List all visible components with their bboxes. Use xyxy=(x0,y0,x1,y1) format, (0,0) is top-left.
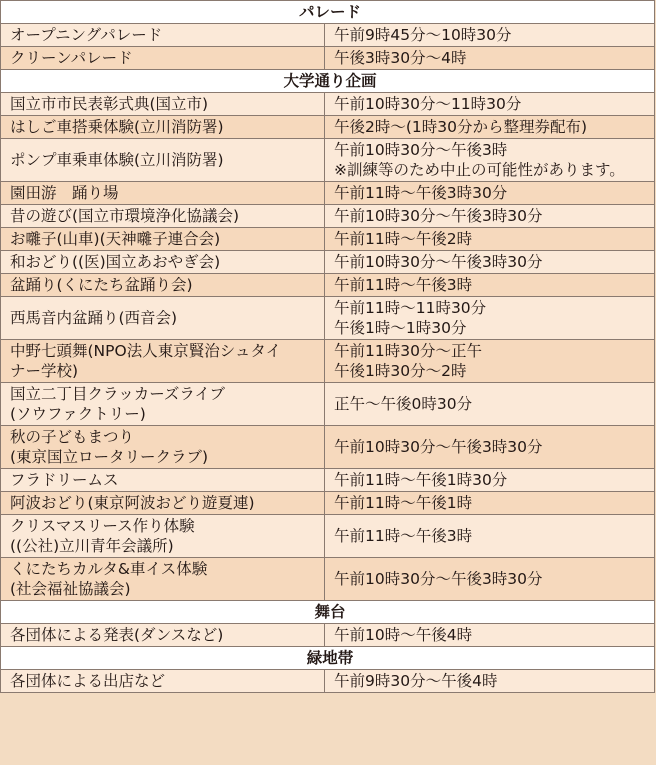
event-name-line: 中野七頭舞(NPO法人東京賢治シュタイ xyxy=(10,342,282,360)
event-name-line: (東京国立ロータリークラブ) xyxy=(10,448,209,466)
event-time-line: 午後3時30分～4時 xyxy=(334,49,467,67)
section-title: 大学通り企画 xyxy=(1,70,655,93)
event-row xyxy=(1,274,655,297)
event-name-line: クリスマスリース作り体験 xyxy=(10,517,195,535)
event-time-line: 午前11時～午後1時30分 xyxy=(334,471,508,489)
event-time-line: 午前11時～午後3時 xyxy=(334,276,473,294)
event-time-cell xyxy=(325,670,655,693)
event-row xyxy=(1,116,655,139)
event-time-cell xyxy=(325,297,655,340)
event-name-cell xyxy=(1,558,325,601)
event-row xyxy=(1,469,655,492)
event-name-cell xyxy=(1,116,325,139)
event-name-line: ナー学校) xyxy=(10,362,79,380)
event-name-line: 各団体による出店など xyxy=(10,672,166,690)
event-row xyxy=(1,426,655,469)
event-name-line: はしご車搭乗体験(立川消防署) xyxy=(10,118,224,136)
event-time-line: 午前10時30分～午後3時 xyxy=(334,141,508,159)
event-time-cell xyxy=(325,139,655,182)
event-name-line: 阿波おどり(東京阿波おどり遊夏連) xyxy=(10,494,255,512)
event-row xyxy=(1,383,655,426)
event-name-cell xyxy=(1,670,325,693)
event-time-cell xyxy=(325,558,655,601)
event-name-line: 国立市市民表彰式典(国立市) xyxy=(10,95,209,113)
event-name-line: 各団体による発表(ダンスなど) xyxy=(10,626,224,644)
event-time-line: 午前9時30分～午後4時 xyxy=(334,672,498,690)
event-name-cell xyxy=(1,182,325,205)
event-name-cell xyxy=(1,24,325,47)
event-time-line: 午前9時45分～10時30分 xyxy=(334,26,512,44)
event-name-line: オープニングパレード xyxy=(10,26,163,44)
section-title: パレード xyxy=(1,1,655,24)
event-time-line: 午前11時～午後2時 xyxy=(334,230,473,248)
event-time-line: 正午～午後0時30分 xyxy=(334,395,473,413)
event-name-line: お囃子(山車)(天神囃子連合会) xyxy=(10,230,221,248)
event-time-cell xyxy=(325,47,655,70)
schedule-body xyxy=(1,1,655,693)
event-name-line: 国立二丁目クラッカーズライブ xyxy=(10,385,225,403)
event-name-line: 和おどり((医)国立あおやぎ会) xyxy=(10,253,221,271)
event-row xyxy=(1,47,655,70)
event-time-line: 午前11時30分～正午 xyxy=(334,342,482,360)
event-row xyxy=(1,624,655,647)
event-name-cell xyxy=(1,93,325,116)
section-header xyxy=(1,70,655,93)
event-row xyxy=(1,558,655,601)
event-row xyxy=(1,340,655,383)
event-name-cell xyxy=(1,515,325,558)
event-name-cell xyxy=(1,47,325,70)
event-time-cell xyxy=(325,492,655,515)
event-time-cell xyxy=(325,426,655,469)
event-time-cell xyxy=(325,383,655,426)
event-time-cell xyxy=(325,116,655,139)
event-time-line: 午前10時30分～午後3時30分 xyxy=(334,570,543,588)
event-name-cell xyxy=(1,469,325,492)
event-name-cell xyxy=(1,340,325,383)
event-time-line: 午後1時30分～2時 xyxy=(334,362,467,380)
event-time-cell xyxy=(325,624,655,647)
event-row xyxy=(1,297,655,340)
event-row xyxy=(1,139,655,182)
event-name-line: クリーンパレード xyxy=(10,49,133,67)
section-header xyxy=(1,1,655,24)
event-time-cell xyxy=(325,515,655,558)
event-time-line: 午前10時30分～午後3時30分 xyxy=(334,253,543,271)
event-name-line: くにたちカルタ&車イス体験 xyxy=(10,560,208,578)
event-name-cell xyxy=(1,297,325,340)
event-name-cell xyxy=(1,274,325,297)
event-time-cell xyxy=(325,24,655,47)
event-time-line: 午前10時30分～午後3時30分 xyxy=(334,207,543,225)
event-time-line: ※訓練等のため中止の可能性があります。 xyxy=(334,161,625,179)
event-name-line: フラドリームス xyxy=(10,471,119,489)
event-name-line: 昔の遊び(国立市環境浄化協議会) xyxy=(10,207,240,225)
event-name-line: ((公社)立川青年会議所) xyxy=(10,537,174,555)
event-name-line: ポンプ車乗車体験(立川消防署) xyxy=(10,151,224,169)
event-row xyxy=(1,670,655,693)
event-name-cell xyxy=(1,228,325,251)
event-name-line: (ソウファクトリー) xyxy=(10,405,146,423)
event-name-cell xyxy=(1,383,325,426)
event-row xyxy=(1,93,655,116)
event-time-line: 午前10時30分～午後3時30分 xyxy=(334,438,543,456)
section-title: 舞台 xyxy=(1,601,655,624)
event-time-cell xyxy=(325,93,655,116)
section-title: 緑地帯 xyxy=(1,647,655,670)
event-time-cell xyxy=(325,182,655,205)
event-row xyxy=(1,492,655,515)
event-time-cell xyxy=(325,228,655,251)
event-time-line: 午前11時～11時30分 xyxy=(334,299,487,317)
event-name-cell xyxy=(1,492,325,515)
event-time-line: 午前10時30分～11時30分 xyxy=(334,95,522,113)
section-header xyxy=(1,647,655,670)
event-name-cell xyxy=(1,426,325,469)
event-name-line: 秋の子どもまつり xyxy=(10,428,135,446)
event-row xyxy=(1,515,655,558)
event-name-cell xyxy=(1,139,325,182)
event-row xyxy=(1,228,655,251)
event-time-line: 午前11時～午後1時 xyxy=(334,494,473,512)
event-time-cell xyxy=(325,340,655,383)
event-name-cell xyxy=(1,624,325,647)
section-header xyxy=(1,601,655,624)
event-time-line: 午後2時～(1時30分から整理券配布) xyxy=(334,118,588,136)
event-row xyxy=(1,205,655,228)
event-time-cell xyxy=(325,469,655,492)
event-name-cell xyxy=(1,205,325,228)
event-time-cell xyxy=(325,274,655,297)
event-name-line: 盆踊り(くにたち盆踊り会) xyxy=(10,276,193,294)
event-time-line: 午前11時～午後3時 xyxy=(334,527,473,545)
event-name-line: (社会福祉協議会) xyxy=(10,580,131,598)
event-row xyxy=(1,182,655,205)
event-time-line: 午前11時～午後3時30分 xyxy=(334,184,508,202)
event-time-cell xyxy=(325,205,655,228)
event-name-cell xyxy=(1,251,325,274)
event-name-line: 西馬音内盆踊り(西音会) xyxy=(10,309,178,327)
event-time-cell xyxy=(325,251,655,274)
event-row xyxy=(1,24,655,47)
event-time-line: 午前10時～午後4時 xyxy=(334,626,473,644)
event-row xyxy=(1,251,655,274)
event-name-line: 園田游 踊り場 xyxy=(10,184,119,202)
event-time-line: 午後1時～1時30分 xyxy=(334,319,467,337)
